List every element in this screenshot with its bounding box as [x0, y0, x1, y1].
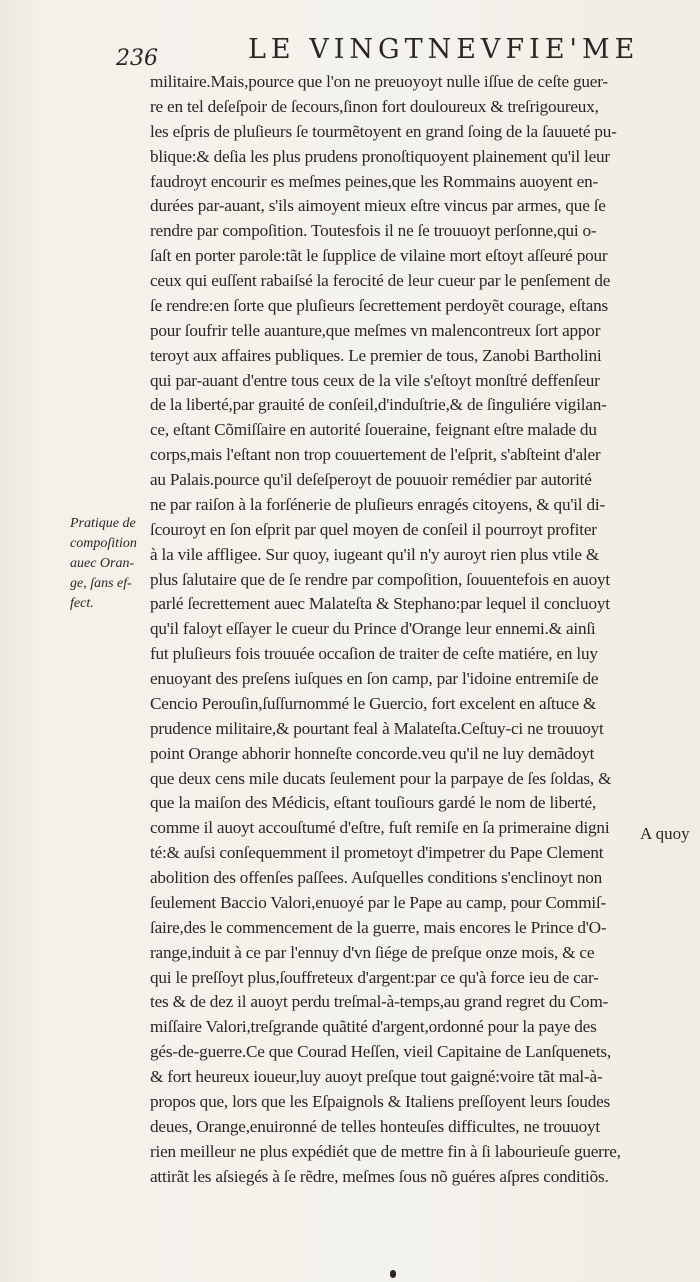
text-line: fut pluſieurs fois trouuée occaſion de traiter de ceſte matiére, en luy [150, 644, 598, 664]
text-line: abolition des offenſes paſſees. Auſquelles conditions s'enclinoyt non [150, 868, 603, 887]
text-line: enuoyant des preſens iuſques en ſon camp, par l'idoine entremiſe de [150, 669, 599, 688]
text-line: & fort heureux ioueur,luy auoyt preſque tout gaigné:voire tãt mal-à- [150, 1067, 603, 1086]
text-line: qu'il faloyt eſſayer le cueur du Prince d'Orange leur ennemi.& ainſi [150, 619, 596, 639]
text-line: ceux qui euſſent rabaiſsé la ferocité de leur cueur par le penſement de [150, 271, 611, 290]
ink-mark [390, 1270, 396, 1278]
marginal-note-line: fect. [70, 596, 94, 611]
marginal-note-line: ge, ſans ef- [70, 576, 132, 591]
text-line: ſcouroyt en ſon eſprit par quel moyen de conſeil il pourroyt profiter [150, 519, 597, 539]
text-line: miſſaire Valori,treſgrande quãtité d'argent,ordonné pour la paye des [150, 1017, 597, 1037]
text-line: de la liberté,par grauité de conſeil,d'induſtrie,& de ſinguliére vigilan- [150, 395, 607, 415]
text-line: propos que, lors que les Eſpaignols & Italiens preſſoyent leurs ſoudes [150, 1091, 610, 1111]
text-line: ſe rendre:en ſorte que pluſieurs ſecrettement perdoyẽt courage, eſtans [150, 295, 608, 315]
text-line: tes & de dez il auoyt perdu treſmal-à-temps,au grand regret du Com- [150, 992, 609, 1012]
text-line: attirãt les aſsiegés à ſe rẽdre, meſmes ſous nõ guéres aſpres conditiõs. [150, 1166, 609, 1186]
text-line: point Orange abhorir honneſte concorde.veu qu'il ne luy demãdoyt [150, 743, 595, 763]
body-text [150, 70, 682, 1189]
text-line: gés-de-guerre.Ce que Courad Heſſen, vieil Capitaine de Lanſquenets, [150, 1042, 611, 1062]
text-line: corps,mais l'eſtant non trop couuertement de l'eſprit, s'abſteint d'aler [150, 445, 601, 465]
text-line: pour ſoufrir telle auanture,que meſmes vn malencontreux ſort appor [150, 320, 601, 340]
text-line: à la vile affligee. Sur quoy, iugeant qu'il n'y auroyt rien plus vtile & [150, 544, 600, 564]
text-line: rendre par compoſition. Toutesfois il ne ſe trouuoyt perſonne,qui o- [150, 221, 597, 241]
text-line: qui par-auant d'entre tous ceux de la vile s'eſtoyt monſtré deffenſeur [150, 370, 600, 390]
text-line: que la maiſon des Médicis, eſtant touſiours gardé le nom de liberté, [150, 793, 597, 813]
text-line: qui le preſſoyt plus,ſouffreteux d'argent:par ce qu'à force ieu de car- [150, 967, 599, 987]
marginal-note-line: compoſition [70, 536, 137, 551]
catchword: A quoy [640, 824, 690, 843]
running-head: LE VINGTNEVFIE'ME [248, 34, 640, 65]
text-line: militaire.Mais,pource que l'on ne preuoyoyt nulle iſſue de ceſte guer- [150, 72, 608, 91]
marginal-note [70, 514, 150, 614]
text-line: faudroyt encourir es meſmes peines,que les Rommains auoyent en- [150, 171, 598, 191]
text-line: teroyt aux affaires publiques. Le premier de tous, Zanobi Bartholini [150, 345, 602, 365]
text-line: ſeulement Baccio Valori,enuoyé par le Pape au camp, pour Commiſ- [150, 892, 607, 912]
text-line: blique:& deſia les plus prudens pronoſtiquoyent plainement qu'il leur [150, 146, 610, 166]
page-number: 236 [116, 46, 158, 71]
text-line: deues, Orange,enuironné de telles honteuſes difficultes, ne trouuoyt [150, 1116, 601, 1136]
text-line: ſaire,des le commencement de la guerre, mais encores le Prince d'O- [150, 917, 607, 937]
marginal-note-line: auec Oran- [70, 556, 135, 571]
text-line: comme il auoyt accouſtumé d'eſtre, fuſt remiſe en ſa primeraine digni [150, 818, 610, 838]
text-line: ſaſt en porter parole:tãt le ſupplice de vilaine mort eſtoyt aſſeuré pour [150, 246, 608, 266]
text-line: té:& auſsi conſequemment il prometoyt d'impetrer du Pape Clement [150, 843, 604, 863]
text-line: ne par raiſon à la forſénerie de pluſieurs enragés citoyens, & qu'il di- [150, 494, 605, 514]
text-line: que deux cens mile ducats ſeulement pour la parpaye de ſes ſoldas, & [150, 768, 612, 788]
text-line: les eſpris de pluſieurs ſe tourmẽtoyent en grand ſoing de la ſauueté pu- [150, 121, 617, 141]
text-line: ce, eſtant Cõmiſſaire en autorité ſoueraine, feignant eſtre malade du [150, 420, 597, 440]
text-line: re en tel deſeſpoir de ſecours,ſinon fort douloureux & treſrigoureux, [150, 96, 599, 116]
text-line: durées par-auant, s'ils aimoyent mieux eſtre vincus par armes, que ſe [150, 196, 606, 216]
text-line: rien meilleur ne plus expédiét que de mettre fin à ſi labourieuſe guerre, [150, 1141, 621, 1161]
marginal-note-line: Pratique de [70, 516, 136, 531]
text-line: plus ſalutaire que de ſe rendre par compoſition, ſouuentefois en auoyt [150, 569, 610, 589]
text-line: range,induit à ce par l'ennuy d'vn ſiége de preſque onze mois, & ce [150, 942, 595, 962]
text-line: parlé ſecrettement auec Malateſta & Stephano:par lequel il concluoyt [150, 594, 610, 614]
text-line: prudence militaire,& pourtant feal à Malateſta.Ceſtuy-ci ne trouuoyt [150, 718, 604, 738]
text-line: au Palais.pource qu'il deſeſperoyt de pouuoir remédier par autorité [150, 470, 592, 489]
text-line: Cencio Perouſin,ſuſſurnommé le Guercio, fort excelent en aſtuce & [150, 693, 597, 713]
